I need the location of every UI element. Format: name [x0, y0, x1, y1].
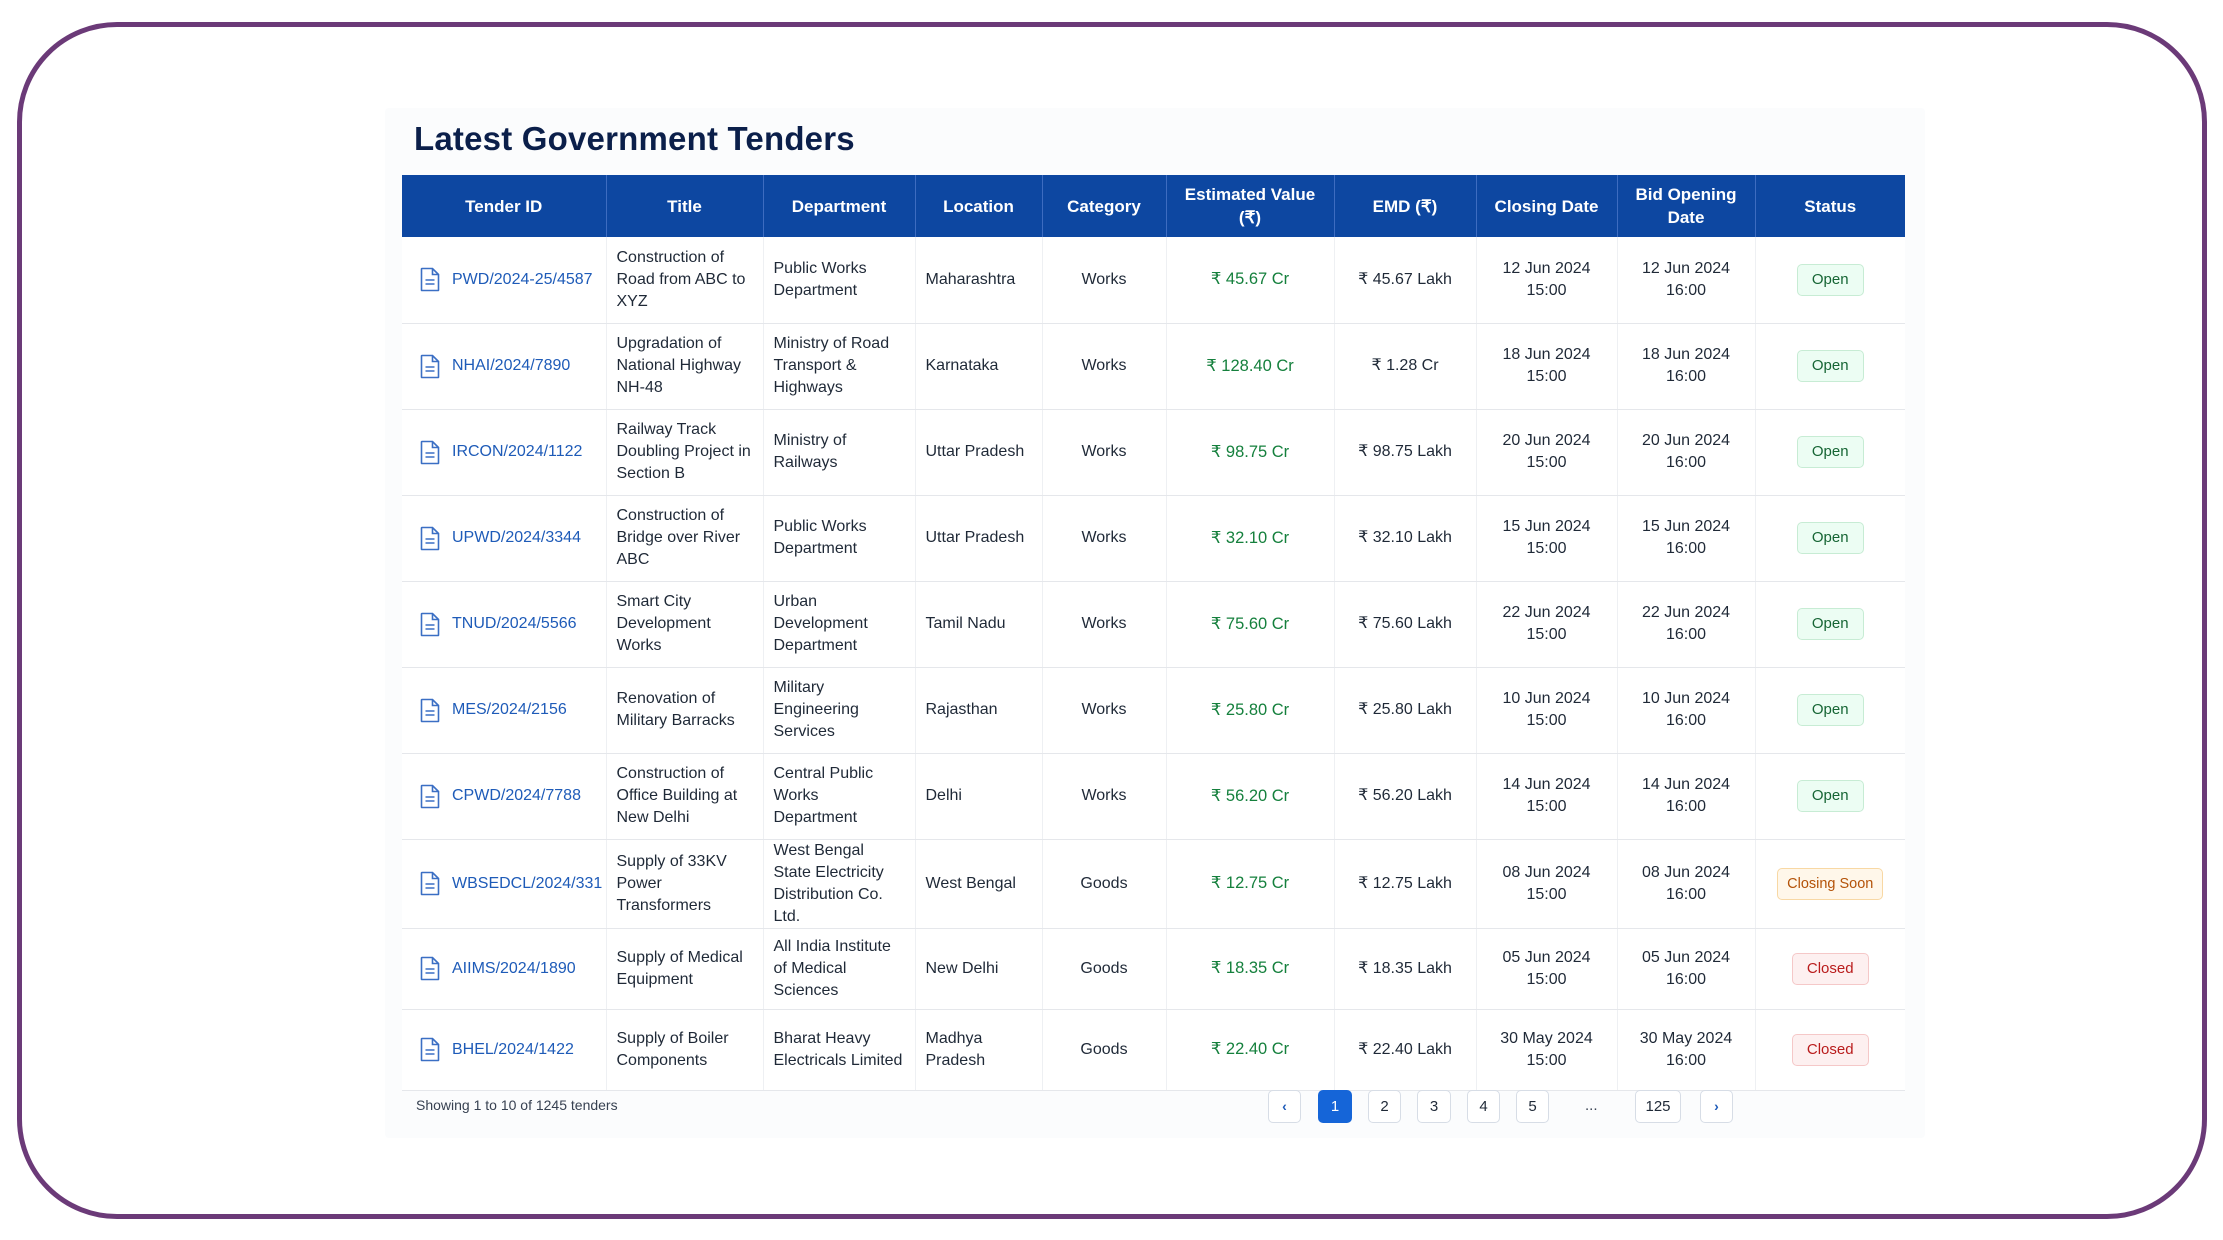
table-header-row [402, 175, 1905, 237]
cell-title: Smart City Development Works [606, 581, 763, 667]
cell-department: Ministry of Railways [763, 409, 915, 495]
cell-status [1755, 839, 1905, 928]
header-status[interactable]: Status [1755, 175, 1905, 237]
tender-id-link[interactable]: AIIMS/2024/1890 [452, 959, 576, 977]
next-page-button[interactable] [1700, 1090, 1733, 1123]
cell-title: Construction of Office Building at New Delhi [606, 753, 763, 839]
cell-emd: ₹ 56.20 Lakh [1334, 753, 1476, 839]
page-button-last[interactable]: 125 [1635, 1090, 1681, 1123]
tender-id-link[interactable]: NHAI/2024/7890 [452, 357, 571, 374]
cell-bid-opening-date: 20 Jun 2024 16:00 [1617, 409, 1755, 495]
cell-bid-opening-date: 22 Jun 2024 16:00 [1617, 581, 1755, 667]
header-tender-id[interactable]: Tender ID [402, 175, 606, 237]
page-title: Latest Government Tenders [414, 120, 855, 157]
document-icon [420, 354, 440, 379]
page-button-1[interactable]: 1 [1318, 1090, 1352, 1123]
cell-tender-id [402, 839, 606, 928]
cell-estimated-value [1166, 667, 1334, 753]
cell-closing-date: 08 Jun 2024 15:00 [1476, 839, 1617, 928]
table-body [402, 237, 1905, 1090]
cell-emd: ₹ 75.60 Lakh [1334, 581, 1476, 667]
cell-bid-opening-date: 15 Jun 2024 16:00 [1617, 495, 1755, 581]
cell-department: Public Works Department [763, 495, 915, 581]
cell-closing-date: 12 Jun 2024 15:00 [1476, 237, 1617, 323]
cell-bid-opening-date: 18 Jun 2024 16:00 [1617, 323, 1755, 409]
table-row[interactable] [402, 581, 1905, 667]
cell-department: Central Public Works Department [763, 753, 915, 839]
cell-emd: ₹ 98.75 Lakh [1334, 409, 1476, 495]
cell-department: Public Works Department [763, 237, 915, 323]
results-summary: Showing 1 to 10 of 1245 tenders [416, 1097, 618, 1113]
cell-category: Works [1042, 753, 1166, 839]
cell-tender-id [402, 409, 606, 495]
cell-emd: ₹ 1.28 Cr [1334, 323, 1476, 409]
cell-tender-id [402, 1009, 606, 1090]
cell-category: Works [1042, 323, 1166, 409]
page-button-3[interactable]: 3 [1417, 1090, 1451, 1123]
cell-title: Railway Track Doubling Project in Section B [606, 409, 763, 495]
estimated-value: ₹ 98.75 Cr [1210, 442, 1290, 461]
cell-location: Karnataka [915, 323, 1042, 409]
tender-id-link[interactable]: MES/2024/2156 [452, 701, 567, 718]
cell-closing-date: 30 May 2024 15:00 [1476, 1009, 1617, 1090]
cell-location: Delhi [915, 753, 1042, 839]
cell-estimated-value [1166, 581, 1334, 667]
cell-title: Supply of Medical Equipment [606, 928, 763, 1009]
estimated-value: ₹ 32.10 Cr [1210, 528, 1290, 547]
cell-location: New Delhi [915, 928, 1042, 1009]
status-badge: Open [1797, 694, 1864, 726]
estimated-value: ₹ 75.60 Cr [1210, 614, 1290, 633]
cell-location: Uttar Pradesh [915, 495, 1042, 581]
cell-emd: ₹ 18.35 Lakh [1334, 928, 1476, 1009]
table-row[interactable] [402, 409, 1905, 495]
header-bid-opening-date[interactable]: Bid Opening Date [1617, 175, 1755, 237]
header-title[interactable]: Title [606, 175, 763, 237]
estimated-value: ₹ 56.20 Cr [1210, 786, 1290, 805]
cell-closing-date: 10 Jun 2024 15:00 [1476, 667, 1617, 753]
cell-emd: ₹ 22.40 Lakh [1334, 1009, 1476, 1090]
cell-status [1755, 667, 1905, 753]
estimated-value: ₹ 22.40 Cr [1210, 1040, 1290, 1058]
tender-id-link[interactable]: PWD/2024-25/4587 [452, 270, 593, 288]
header-category[interactable]: Category [1042, 175, 1166, 237]
cell-department: Ministry of Road Transport & Highways [763, 323, 915, 409]
cell-emd: ₹ 12.75 Lakh [1334, 839, 1476, 928]
cell-title: Supply of 33KV Power Transformers [606, 839, 763, 928]
cell-category: Goods [1042, 1009, 1166, 1090]
status-badge: Open [1797, 436, 1864, 468]
cell-status [1755, 323, 1905, 409]
pagination-ellipsis: ... [1585, 1097, 1598, 1114]
cell-emd: ₹ 32.10 Lakh [1334, 495, 1476, 581]
cell-title: Construction of Bridge over River ABC [606, 495, 763, 581]
cell-location: Uttar Pradesh [915, 409, 1042, 495]
header-closing-date[interactable]: Closing Date [1476, 175, 1617, 237]
cell-bid-opening-date: 12 Jun 2024 16:00 [1617, 237, 1755, 323]
header-estimated-value[interactable]: Estimated Value (₹) [1166, 175, 1334, 237]
estimated-value: ₹ 25.80 Cr [1210, 700, 1290, 719]
header-location[interactable]: Location [915, 175, 1042, 237]
cell-tender-id [402, 581, 606, 667]
document-icon [420, 871, 440, 896]
table-row[interactable] [402, 753, 1905, 839]
cell-department: Bharat Heavy Electricals Limited [763, 1009, 915, 1090]
cell-estimated-value [1166, 323, 1334, 409]
cell-location: Tamil Nadu [915, 581, 1042, 667]
cell-category: Works [1042, 495, 1166, 581]
cell-emd: ₹ 45.67 Lakh [1334, 237, 1476, 323]
cell-category: Works [1042, 581, 1166, 667]
cell-status [1755, 495, 1905, 581]
table-row[interactable] [402, 1009, 1905, 1090]
cell-bid-opening-date: 08 Jun 2024 16:00 [1617, 839, 1755, 928]
prev-page-button[interactable] [1268, 1090, 1301, 1123]
estimated-value: ₹ 45.67 Cr [1210, 270, 1290, 289]
cell-estimated-value [1166, 495, 1334, 581]
table-row[interactable] [402, 839, 1905, 928]
document-icon [420, 1037, 440, 1062]
cell-bid-opening-date: 14 Jun 2024 16:00 [1617, 753, 1755, 839]
cell-closing-date: 20 Jun 2024 15:00 [1476, 409, 1617, 495]
cell-category: Goods [1042, 839, 1166, 928]
document-icon [420, 784, 440, 809]
cell-tender-id [402, 495, 606, 581]
cell-closing-date: 22 Jun 2024 15:00 [1476, 581, 1617, 667]
status-badge: Open [1797, 780, 1864, 812]
cell-estimated-value [1166, 1009, 1334, 1090]
cell-location: Maharashtra [915, 237, 1042, 323]
cell-location: Madhya Pradesh [915, 1009, 1042, 1090]
cell-estimated-value [1166, 839, 1334, 928]
cell-estimated-value [1166, 237, 1334, 323]
cell-bid-opening-date: 10 Jun 2024 16:00 [1617, 667, 1755, 753]
cell-category: Goods [1042, 928, 1166, 1009]
cell-status [1755, 753, 1905, 839]
cell-title: Supply of Boiler Components [606, 1009, 763, 1090]
cell-location: Rajasthan [915, 667, 1042, 753]
cell-status [1755, 581, 1905, 667]
cell-title: Construction of Road from ABC to XYZ [606, 237, 763, 323]
cell-estimated-value [1166, 409, 1334, 495]
document-icon [420, 267, 440, 292]
table-row[interactable] [402, 495, 1905, 581]
cell-tender-id [402, 753, 606, 839]
status-badge: Closed [1792, 1034, 1869, 1066]
status-badge: Closed [1792, 953, 1869, 985]
estimated-value: ₹ 128.40 Cr [1206, 356, 1294, 375]
cell-category: Works [1042, 409, 1166, 495]
cell-estimated-value [1166, 753, 1334, 839]
cell-status [1755, 237, 1905, 323]
header-department[interactable]: Department [763, 175, 915, 237]
table-row[interactable] [402, 928, 1905, 1009]
cell-bid-opening-date: 05 Jun 2024 16:00 [1617, 928, 1755, 1009]
table-row[interactable] [402, 667, 1905, 753]
cell-department: Urban Development Department [763, 581, 915, 667]
chevron-right-icon: › [1714, 1098, 1719, 1114]
cell-status [1755, 1009, 1905, 1090]
estimated-value: ₹ 12.75 Cr [1210, 874, 1290, 892]
tender-id-link[interactable]: UPWD/2024/3344 [452, 529, 581, 546]
cell-status [1755, 409, 1905, 495]
cell-department: All India Institute of Medical Sciences [763, 928, 915, 1009]
cell-tender-id [402, 237, 606, 323]
status-badge: Open [1797, 264, 1864, 296]
status-badge: Open [1797, 608, 1864, 640]
status-badge: Closing Soon [1777, 868, 1883, 900]
cell-category: Works [1042, 667, 1166, 753]
tender-id-link[interactable]: WBSEDCL/2024/331 [452, 874, 603, 892]
tender-id-link[interactable]: CPWD/2024/7788 [452, 787, 581, 804]
page-button-2[interactable]: 2 [1368, 1090, 1401, 1123]
cell-estimated-value [1166, 928, 1334, 1009]
status-badge: Open [1797, 350, 1864, 382]
cell-department: West Bengal State Electricity Distribution Co. Ltd. [763, 839, 915, 928]
table-row[interactable] [402, 237, 1905, 323]
document-icon [420, 612, 440, 637]
cell-closing-date: 15 Jun 2024 15:00 [1476, 495, 1617, 581]
document-icon [420, 956, 440, 981]
status-badge: Open [1797, 522, 1864, 554]
tender-id-link[interactable]: TNUD/2024/5566 [452, 615, 577, 632]
page-button-4[interactable]: 4 [1467, 1090, 1500, 1123]
cell-tender-id [402, 928, 606, 1009]
estimated-value: ₹ 18.35 Cr [1210, 959, 1290, 977]
cell-tender-id [402, 323, 606, 409]
cell-closing-date: 05 Jun 2024 15:00 [1476, 928, 1617, 1009]
cell-closing-date: 18 Jun 2024 15:00 [1476, 323, 1617, 409]
cell-title: Renovation of Military Barracks [606, 667, 763, 753]
cell-category: Works [1042, 237, 1166, 323]
tender-id-link[interactable]: BHEL/2024/1422 [452, 1040, 574, 1058]
tender-id-link[interactable]: IRCON/2024/1122 [452, 443, 583, 460]
cell-emd: ₹ 25.80 Lakh [1334, 667, 1476, 753]
chevron-left-icon: ‹ [1282, 1098, 1287, 1114]
header-emd[interactable]: EMD (₹) [1334, 175, 1476, 237]
cell-department: Military Engineering Services [763, 667, 915, 753]
cell-closing-date: 14 Jun 2024 15:00 [1476, 753, 1617, 839]
cell-title: Upgradation of National Highway NH-48 [606, 323, 763, 409]
cell-status [1755, 928, 1905, 1009]
cell-bid-opening-date: 30 May 2024 16:00 [1617, 1009, 1755, 1090]
document-icon [420, 698, 440, 723]
tenders-table [402, 175, 1905, 1091]
table-row[interactable] [402, 323, 1905, 409]
cell-location: West Bengal [915, 839, 1042, 928]
cell-tender-id [402, 667, 606, 753]
document-icon [420, 440, 440, 465]
page-button-5[interactable]: 5 [1516, 1090, 1549, 1123]
document-icon [420, 526, 440, 551]
